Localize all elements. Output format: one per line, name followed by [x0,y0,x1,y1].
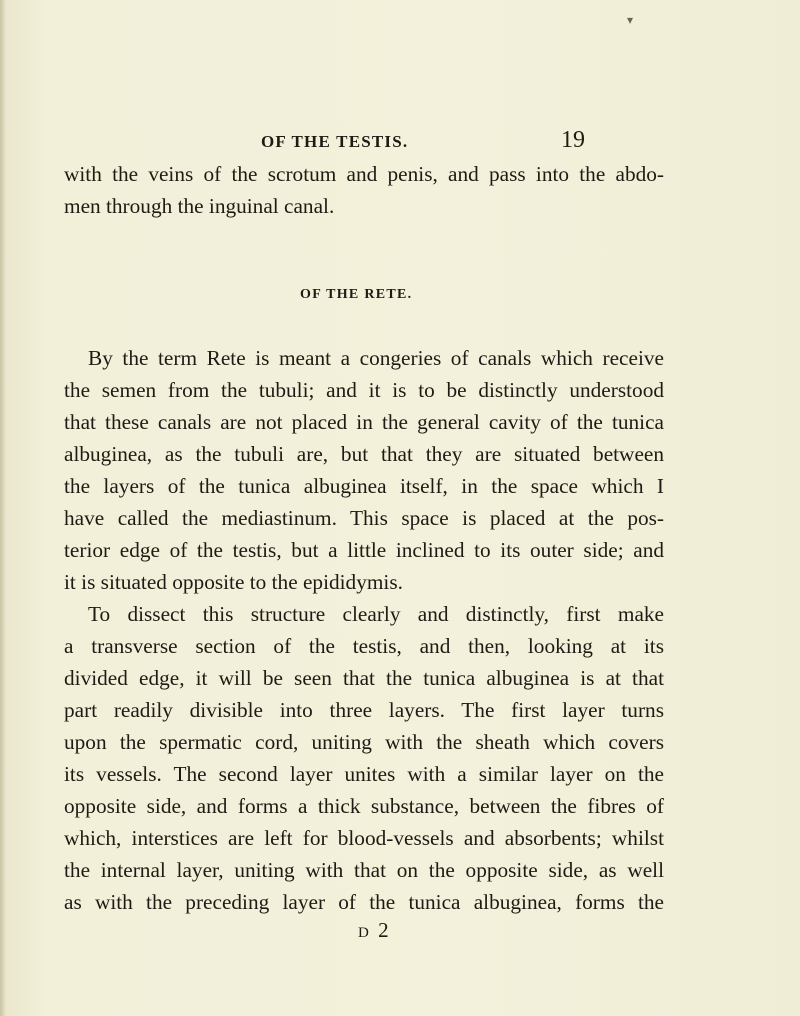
text-line: as with the preceding layer of the tunica albuginea, forms the [64,890,664,914]
signature-number: 2 [378,918,391,942]
signature-letter: D [358,925,371,941]
signature-mark [358,918,391,943]
text-line: opposite side, and forms a thick substance, between the fibres of [64,794,664,818]
text-line: upon the spermatic cord, uniting with the sheath which covers [64,730,664,754]
text-line: with the veins of the scrotum and penis, and pass into the abdo- [64,162,664,186]
text-line: it is situated opposite to the epididymis. [64,570,403,594]
text-line: To dissect this structure clearly and distinctly, first make [88,602,664,626]
text-line: a transverse section of the testis, and then, looking at its [64,634,664,658]
text-line: men through the inguinal canal. [64,194,335,218]
text-line: part readily divisible into three layers. The first layer turns [64,698,664,722]
text-line: albuginea, as the tubuli are, but that they are situated between [64,442,664,466]
text-line: the semen from the tubuli; and it is to be distinctly understood [64,378,664,402]
text-line: that these canals are not placed in the general cavity of the tunica [64,410,664,434]
text-line: which, interstices are left for blood-vessels and absorbents; whilst [64,826,664,850]
text-line: its vessels. The second layer unites with a similar layer on the [64,762,664,786]
text-line: terior edge of the testis, but a little inclined to its outer side; and [64,538,664,562]
section-heading: OF THE RETE. [300,287,413,302]
ink-speck: ▾ [627,13,634,27]
body-text [64,0,664,1016]
text-line: have called the mediastinum. This space is placed at the pos- [64,506,664,530]
text-line: the internal layer, uniting with that on the opposite side, as well [64,858,664,882]
text-line: the layers of the tunica albuginea itself, in the space which I [64,474,664,498]
page-number: 19 [561,127,585,153]
running-head-title: OF THE TESTIS. [261,132,409,151]
text-line: divided edge, it will be seen that the tunica albuginea is at that [64,666,664,690]
text-line: By the term Rete is meant a congeries of canals which receive [88,346,664,370]
